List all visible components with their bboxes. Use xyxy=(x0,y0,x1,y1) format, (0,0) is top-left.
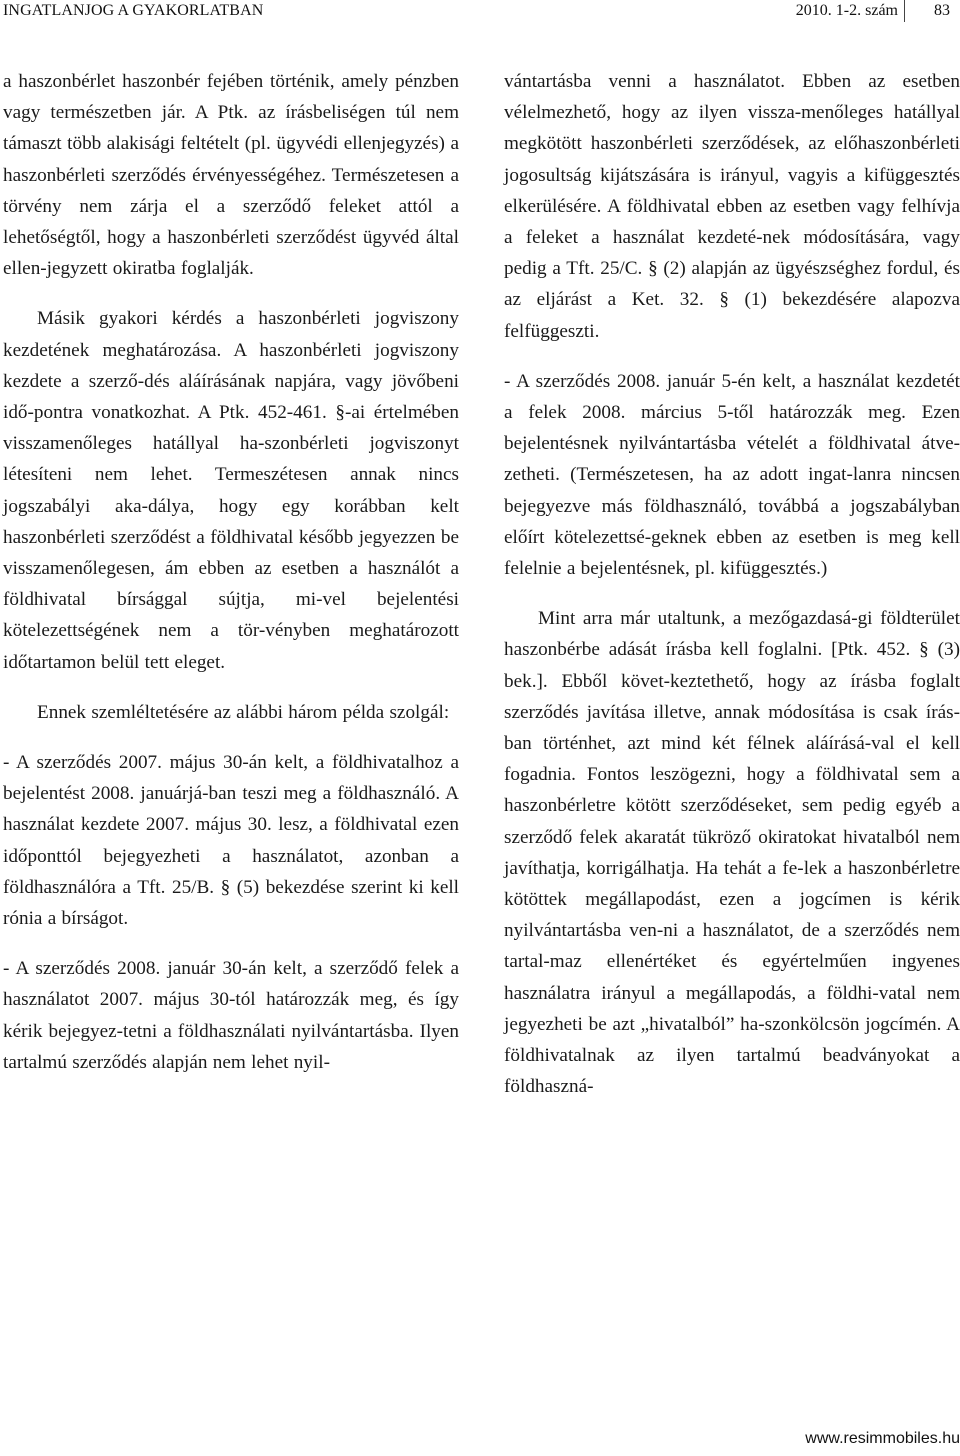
website-url: www.resimmobiles.hu xyxy=(805,1430,960,1447)
example-item: - A szerződés 2007. május 30-án kelt, a földhivatalhoz a bejelentést 2008. januárjá-ban teszi meg a földhasználó. A használat kezdete 2007. május 30. lesz, a földhivatal ezen időponttól bejegyezheti a használatot, azonban a földhasználóra a Tft. 25/B. § (5) bekezdése szerint ki kell rónia a bírságot. xyxy=(3,752,459,930)
left-column xyxy=(3,66,459,1078)
header-divider xyxy=(904,0,905,22)
paragraph: Mint arra már utaltunk, a mezőgazdasá-gi földterület haszonbérbe adását írásba kell foglalni. [Ptk. 452. § (3) bek.]. Ebből követ-keztethető, hogy az írásba foglalt szerződés javítása illetve, annak módosítása is csak írás-ban történhet, azt mind két félnek aláírásá-val el kell fogadnia. Fontos leszögezni, hogy a földhivatal sem a haszonbérletre kötött szerződéseket, sem pedig egyéb a szerződő felek akaratát tükröző okiratokat hivatalból nem javíthatja, korrigálhatja. Ha tehát a fe-lek a haszonbérletre kötöttek megállapodást, ezen a jogcímen is kérik nyilvántartásba ven-ni a használatot, de a szerződés nem tartal-maz ellenértéket és egyértelműen ingyenes használatra irányul a megállapodás, a földhi-vatal nem jegyezheti be azt „hivatalból” ha-szonkölcsön jogcímén. A földhivatalnak az ilyen tartalmú beadványokat a földhaszná- xyxy=(504,608,960,1098)
paragraph: a haszonbérlet haszonbér fejében történik, amely pénzben vagy természetben jár. A Ptk. az írásbeliségen túl nem támaszt több alakisági feltételt (pl. ügyvédi ellenjegyzés) a haszonbérleti szerződés érvényességéhez. Természetesen a törvény nem zárja el a szerződő feleket attól a lehetőségtől, hogy a haszonbérleti szerződést ügyvéd által ellen-jegyzett okiratba foglalják. xyxy=(3,71,459,280)
paragraph: Másik gyakori kérdés a haszonbérleti jogviszony kezdetének meghatározása. A haszonbérleti jogviszony kezdete a szerző-dés aláírásának napjára, vagy jövőbeni idő-pontra vonatkozhat. A Ptk. 452-461. §-ai értelmében visszamenőleges hatállyal ha-szonbérleti jogviszonyt létesíteni nem lehet. Termeszétesen annak nincs jogszabályi aka-dálya, hogy egy korábban kelt haszonbérleti szerződést a földhivatal később jegyezzen be visszamenőlegesen, ám ebben az esetben a használót a földhivatal bírsággal sújtja, mi-vel bejelentési kötelezettségének nem a tör-vényben meghatározott időtartamon belül tett eleget. xyxy=(3,308,459,673)
example-item: - A szerződés 2008. január 5-én kelt, a használat kezdetét a felek 2008. március 5-től határozzák meg. Ezen bejelentésnek nyilvántartásba vételét a földhivatal átve-zetheti. (Természetesen, ha az adott ingat-lanra nincsen bejegyezve más földhasználó, továbbá a jogszabályban előírt kötelezettsé-geknek ebben az esetben is meg kell felelnie a bejelentésnek, pl. kifüggesztés.) xyxy=(504,370,960,580)
page-number: 83 xyxy=(934,2,950,19)
paragraph: vántartásba venni a használatot. Ebben az esetben vélelmezhető, hogy az ilyen vissza-menőleges hatállyal megkötött haszonbérleti szerződések, az előhaszonbérleti jogosultság kijátszására is irányul, vagyis a kifüggesztés elkerülésére. A földhivatal ebben az esetben vagy felhívja a feleket a használat kezdeté-nek módosítására, vagy pedig a Tft. 25/C. § (2) alapján az ügyészséghez fordul, és az eljárást a Ket. 32. § (1) bekezdésére alapozva felfüggeszti. xyxy=(504,71,960,342)
publication-title: INGATLANJOG A GYAKORLATBAN xyxy=(3,2,264,19)
example-item: - A szerződés 2008. január 30-án kelt, a szerződő felek a használatot 2007. május 30-tól határozzák meg, és így kérik bejegyez-tetni a földhasználati nyilvántartásba. Ilyen tartalmú szerződés alapján nem lehet nyil- xyxy=(3,958,459,1073)
running-header xyxy=(0,0,960,28)
paragraph: Ennek szemléltetésére az alábbi három példa szolgál: xyxy=(37,701,450,723)
issue-label: 2010. 1-2. szám xyxy=(795,2,898,19)
right-column xyxy=(504,66,960,1103)
